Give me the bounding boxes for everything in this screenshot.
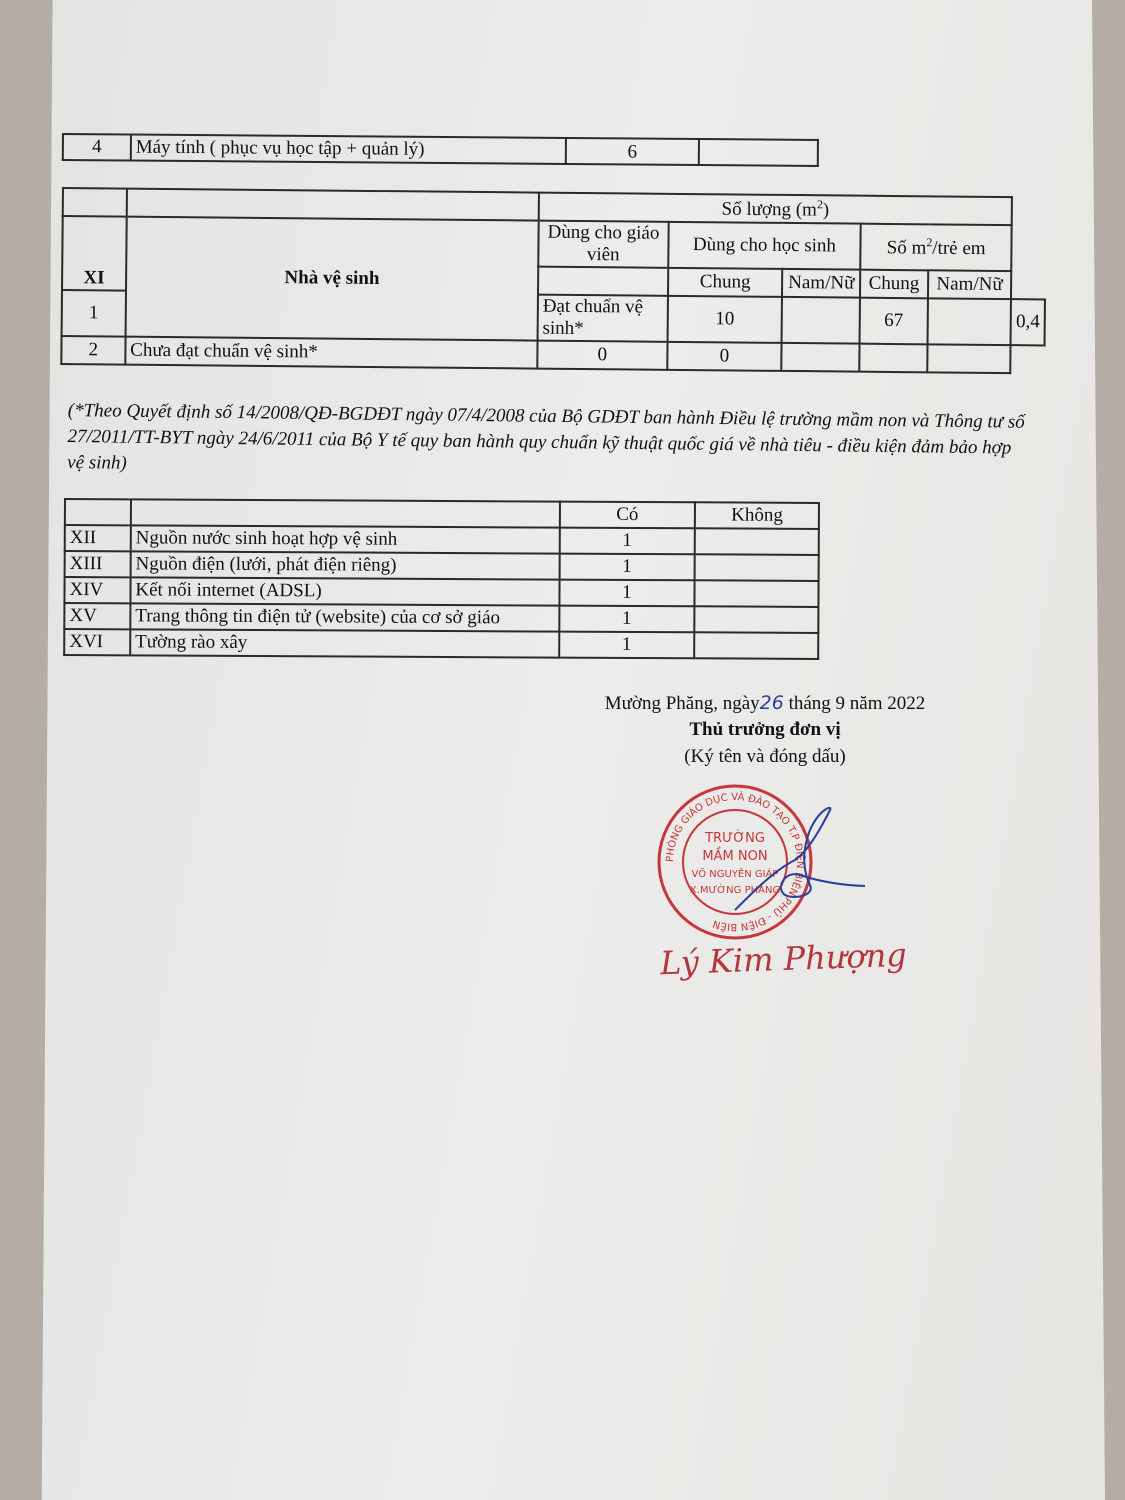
per-child-header: Số $m^2$/trẻ em	[860, 224, 1012, 271]
no-value	[695, 606, 819, 633]
no-value	[695, 528, 819, 555]
no-value	[694, 632, 818, 659]
row-number: 1	[62, 290, 126, 337]
stamp-outer-text: PHÒNG GIÁO DỤC VÀ ĐÀO TẠO T.P ĐIỆN BIÊN PHỦ - ĐIỆN BIÊN	[664, 791, 806, 933]
empty-cell	[65, 499, 131, 525]
handwritten-day: 26	[759, 692, 784, 714]
empty-cell	[63, 188, 127, 217]
section-number: XI	[62, 216, 127, 291]
row-number: 4	[63, 134, 131, 161]
student-chung-value: 0	[667, 342, 782, 371]
student-chung-header: Chung	[668, 268, 783, 297]
place-label: Mường Phăng, ngày	[604, 693, 760, 714]
stamp-line: X.MƯỜNG PHĂNG	[689, 885, 781, 896]
row-number: 2	[61, 336, 125, 365]
quantity-header: Số lượng $(m^2)$	[539, 193, 1013, 226]
row-number: XII	[65, 525, 131, 551]
row-number: XIV	[64, 577, 130, 603]
table-row	[64, 603, 818, 633]
empty-cell	[131, 499, 560, 527]
yes-value: 1	[559, 632, 695, 659]
stamp-line: VÕ NGUYÊN GIÁP	[691, 869, 779, 880]
row-label: Tường rào xây	[130, 629, 559, 657]
sanitation-table	[60, 187, 1047, 374]
table-row	[65, 551, 819, 581]
table-row	[65, 499, 819, 529]
row-number: XV	[64, 603, 130, 629]
empty-cell	[127, 189, 539, 221]
teacher-value: 10	[667, 296, 782, 343]
month-year: tháng 9 năm 2022	[788, 693, 926, 714]
yes-value: 1	[559, 606, 695, 633]
table-row	[64, 629, 818, 659]
perchild-namnu-value	[927, 344, 1011, 373]
row-number: XVI	[64, 629, 130, 655]
perchild-namnu-header: Nam/Nữ	[928, 270, 1012, 299]
stamp-line: TRƯỜNG	[705, 831, 765, 846]
perchild-chung-header: Chung	[860, 270, 928, 299]
row-label: Nguồn nước sinh hoạt hợp vệ sinh	[131, 525, 560, 553]
regulation-note: (*Theo Quyết định số 14/2008/QĐ-BGDĐT ngày 07/4/2008 của Bộ GDĐT ban hành Điều lệ trường mầm non và Thông tư số 27/2011/TT-BYT ngày 24/6/2011 của Bộ Y tế quy ban hành quy chuẩn kỹ thuật quốc giá về nhà tiêu - điều kiện đảm bảo hợp vệ sinh)	[67, 399, 1025, 474]
student-namnu-value: 67	[860, 298, 928, 345]
student-namnu-value	[782, 343, 860, 372]
perchild-namnu-value: 0,4	[1011, 299, 1045, 345]
no-header: Không	[695, 502, 819, 529]
table-row	[63, 134, 818, 166]
yes-value: 1	[559, 554, 695, 581]
facilities-table	[63, 498, 820, 660]
table-row	[62, 216, 1045, 271]
section-title: Nhà vệ sinh	[125, 217, 538, 341]
table-row	[64, 577, 818, 607]
perchild-chung-value	[859, 344, 927, 373]
signer-name: Lý Kim Phượng	[659, 935, 908, 983]
no-value	[695, 580, 819, 607]
row-label: Đạt chuẩn vệ sinh*	[537, 295, 667, 342]
stamp-line: MẦM NON	[702, 849, 768, 864]
yes-value: 1	[559, 580, 695, 607]
row-label: Nguồn điện (lưới, phát điện riêng)	[130, 551, 559, 579]
perchild-chung-value	[927, 298, 1011, 345]
empty-cell	[538, 267, 668, 296]
signer-instruction: (Ký tên và đóng dấu)	[684, 746, 846, 767]
yes-value: 1	[559, 528, 695, 555]
signer-title: Thủ trưởng đơn vị	[689, 719, 841, 740]
student-chung-value	[782, 297, 860, 344]
teacher-value: 0	[537, 341, 667, 370]
row-label: Chưa đạt chuẩn vệ sinh*	[125, 337, 537, 369]
student-namnu-header: Nam/Nữ	[782, 269, 860, 298]
place-date-line	[560, 692, 970, 715]
table-row	[65, 525, 819, 555]
no-value	[695, 554, 819, 581]
signature-scribble	[715, 800, 875, 920]
equipment-table	[62, 133, 819, 167]
row-number: XIII	[65, 551, 131, 577]
student-header: Dùng cho học sinh	[668, 222, 861, 270]
yes-header: Có	[559, 502, 695, 529]
row-label: Máy tính ( phục vụ học tập + quản lý)	[131, 135, 566, 164]
row-value: 6	[565, 138, 699, 165]
teacher-header: Dùng cho giáo viên	[538, 221, 668, 268]
row-label: Trang thông tin điện tử (website) của cơ sở giáo	[130, 603, 559, 631]
empty-cell	[699, 139, 818, 166]
row-label: Kết nối internet (ADSL)	[130, 577, 559, 605]
